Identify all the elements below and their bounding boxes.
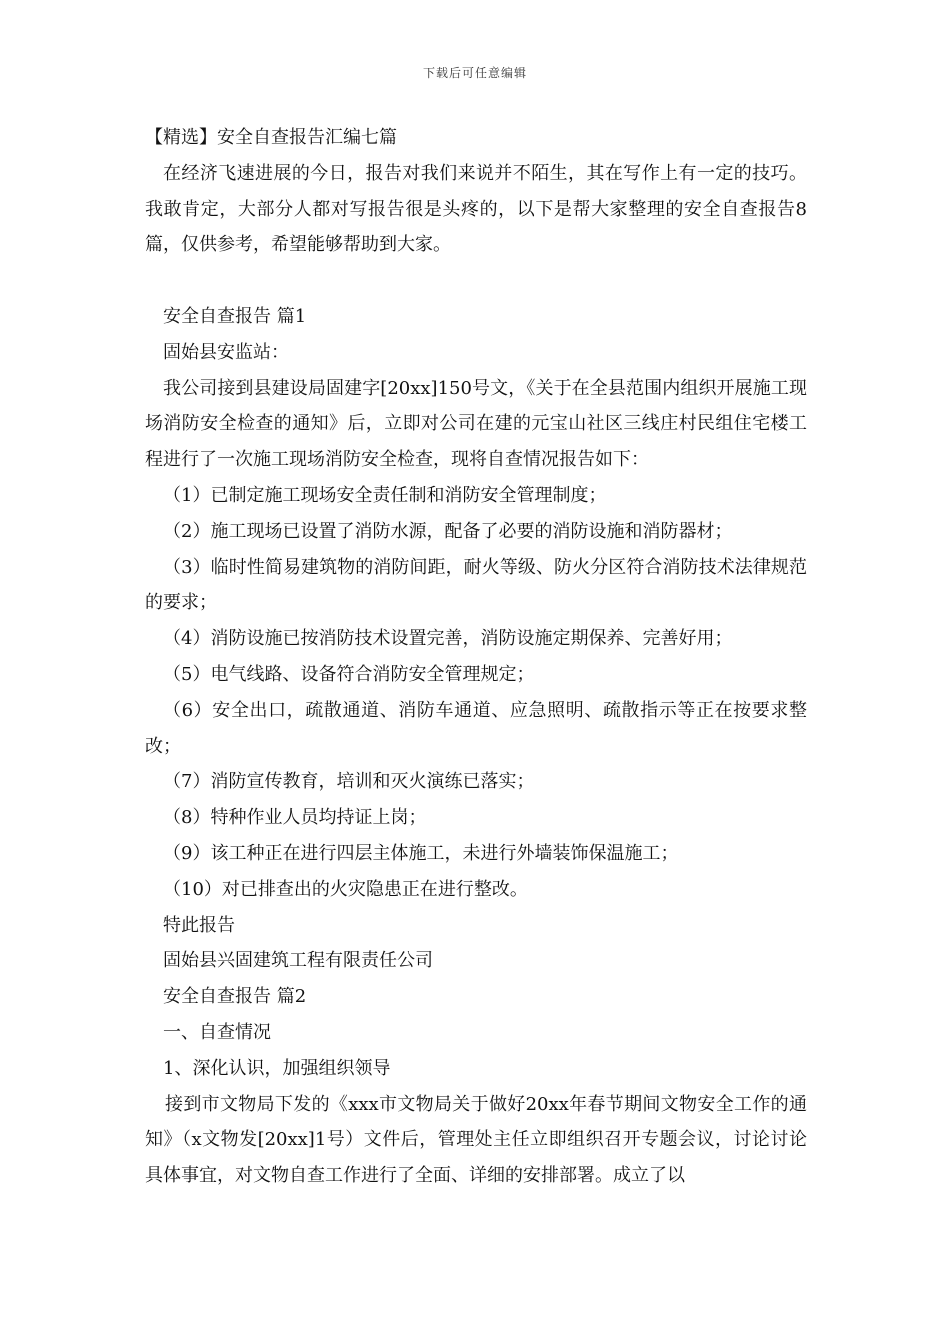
section2-heading: 安全自查报告 篇2: [163, 986, 307, 1008]
document-body: [145, 120, 807, 1194]
section2-subheading-2: 1、深化认识，加强组织领导: [163, 1057, 391, 1079]
page-header-note: 下载后可任意编辑: [422, 66, 527, 80]
section1-item: （6）安全出口，疏散通道、消防车通道、应急照明、疏散指示等正在按要求整改；: [145, 699, 807, 757]
section1-salutation: 固始县安监站：: [163, 341, 289, 363]
section1-body: 我公司接到县建设局固建字[20xx]150号文，《关于在全县范围内组织开展施工现场消防安全检查的通知》后，立即对公司在建的元宝山社区三线庄村民组住宅楼工程进行了一次施工现场消防安全检查，现将自查情况报告如下：: [145, 377, 807, 471]
section2-body: 接到市文物局下发的《xxx市文物局关于做好20xx年春节期间文物安全工作的通知》（x文物发[20xx]1号）文件后，管理处主任立即组织召开专题会议，讨论讨论具体事宜，对文物自查工作进行了全面、详细的安排部署。成立了以: [145, 1093, 807, 1187]
section1-heading: 安全自查报告 篇1: [163, 305, 307, 327]
section1-item: （1）已制定施工现场安全责任制和消防安全管理制度；: [163, 484, 607, 506]
section1-item: （7）消防宣传教育，培训和灭火演练已落实；: [163, 771, 535, 793]
section2-subheading-1: 一、自查情况: [163, 1021, 271, 1043]
section1-item: （5）电气线路、设备符合消防安全管理规定；: [163, 663, 535, 685]
section1-item: （8）特种作业人员均持证上岗；: [163, 807, 427, 829]
section1-item: （10）对已排查出的火灾隐患正在进行整改。: [163, 878, 528, 900]
intro-paragraph: 在经济飞速进展的今日，报告对我们来说并不陌生，其在写作上有一定的技巧。我敢肯定，大部分人都对写报告很是头疼的，以下是帮大家整理的安全自查报告8篇，仅供参考，希望能够帮助到大家。: [145, 162, 807, 256]
document-title: 【精选】安全自查报告汇编七篇: [145, 127, 397, 148]
section1-item: （2）施工现场已设置了消防水源，配备了必要的消防设施和消防器材；: [163, 520, 733, 542]
section1-closing: 特此报告: [163, 914, 235, 936]
section1-signature: 固始县兴固建筑工程有限责任公司: [163, 950, 433, 972]
section1-item: （3）临时性简易建筑物的消防间距，耐火等级、防火分区符合消防技术法律规范的要求；: [145, 556, 807, 614]
blank-line: [145, 263, 807, 299]
section1-item: （9）该工种正在进行四层主体施工，未进行外墙装饰保温施工；: [163, 842, 679, 864]
section1-item: （4）消防设施已按消防技术设置完善，消防设施定期保养、完善好用；: [163, 628, 733, 650]
